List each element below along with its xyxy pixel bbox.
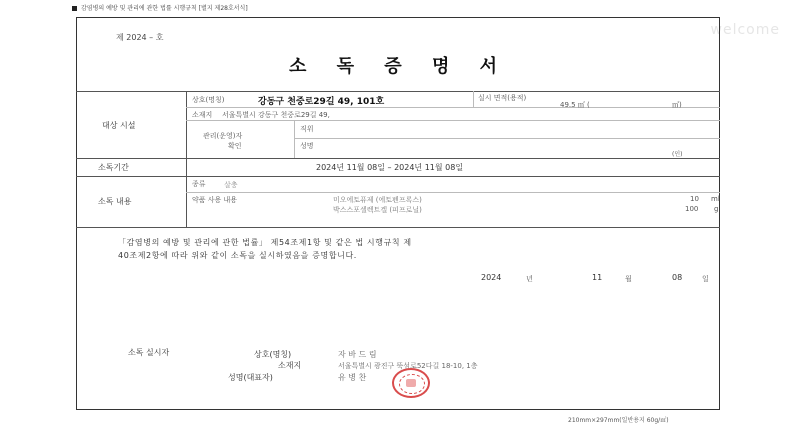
performer-rep-label: 성명(대표자) [228,373,273,382]
manager-label-line1: 관리(운영)자 [203,132,243,140]
table-bottom-border [76,227,720,228]
manager-row-divider [294,138,720,139]
chemical-unit: ml [711,195,720,203]
period-value: 2024년 11월 08일 – 2024년 11월 08일 [316,163,464,172]
target-area-unit: ㎥) [672,101,682,109]
performer-address-label: 소재지 [278,361,302,370]
performer-rep-value: 유 병 찬 [338,373,367,382]
chemical-unit: g [714,205,719,213]
row-divider-address [186,120,720,121]
manager-column-divider [294,120,295,158]
target-name-label: 상호(명칭) [192,96,225,104]
date-month-unit: 월 [625,275,632,283]
manager-sign-note: (인) [672,151,683,158]
watermark: welcome [710,22,780,38]
target-area-value: 49.5 ㎡ ( [560,101,590,109]
row-divider-target [76,158,720,159]
table-top-border [76,91,720,92]
manager-position-label: 직위 [300,125,314,133]
content-type-label: 종류 [192,180,206,188]
date-year: 2024 [481,273,502,282]
square-bullet-icon [72,6,77,11]
performer-name-label: 상호(명칭) [254,350,292,359]
date-day: 08 [672,273,683,282]
target-address-value: 서울특별시 강동구 천중로29길 49, [222,111,330,119]
date-day-unit: 일 [702,275,709,283]
document-title: 소 독 증 명 서 [288,56,509,77]
content-chem-label: 약품 사용 내용 [192,196,238,204]
performer-name-value: 자 바 드 림 [338,350,377,359]
row-divider-period [76,176,720,177]
chemical-name: 미오에토퓨제 (에토펜프록스) [333,196,422,204]
statement-line-2: 40조제2항에 따라 위와 같이 소독을 실시하였음을 증명합니다. [118,251,357,260]
performer-label: 소독 실시자 [128,348,170,357]
statement-line-1: 「감염병의 예방 및 관리에 관한 법률」 제54조제1항 및 같은 법 시행규칙 제 [118,238,412,247]
content-label: 소독 내용 [98,197,132,206]
paper-size-note: 210mm×297mm(일반용지 60g/㎡) [568,417,669,424]
target-name-value: 강동구 천중로29길 49, 101호 [258,97,385,107]
chemical-name: 박스스포셀렉트겔 (피프로닐) [333,206,422,214]
company-seal-stamp [392,368,430,398]
chemical-qty: 10 [690,195,699,203]
manager-label-line2: 확인 [228,142,242,150]
header-note-text: 감염병의 예방 및 관리에 관한 법률 시행규칙 [별지 제28호서식] [81,5,248,12]
performer-address-value: 서울특별시 광진구 뚝섬로52다길 18-10, 1층 [338,362,478,370]
form-header-note [72,3,248,12]
date-month: 11 [592,273,603,282]
period-label: 소독기간 [98,163,129,172]
area-column-divider [473,91,474,107]
content-type-value: 살충 [224,181,238,189]
content-row-divider [186,192,720,193]
chemical-qty: 100 [685,205,699,213]
target-address-label: 소재지 [192,111,213,119]
date-year-unit: 년 [526,275,533,283]
manager-name-label: 성명 [300,142,314,150]
label-column-divider [186,91,187,227]
target-section-label: 대상 시설 [102,121,136,130]
target-area-label: 실시 면적(용적) [478,94,527,102]
document-number: 제 2024 – 호 [116,33,164,42]
row-divider-name [186,107,720,108]
